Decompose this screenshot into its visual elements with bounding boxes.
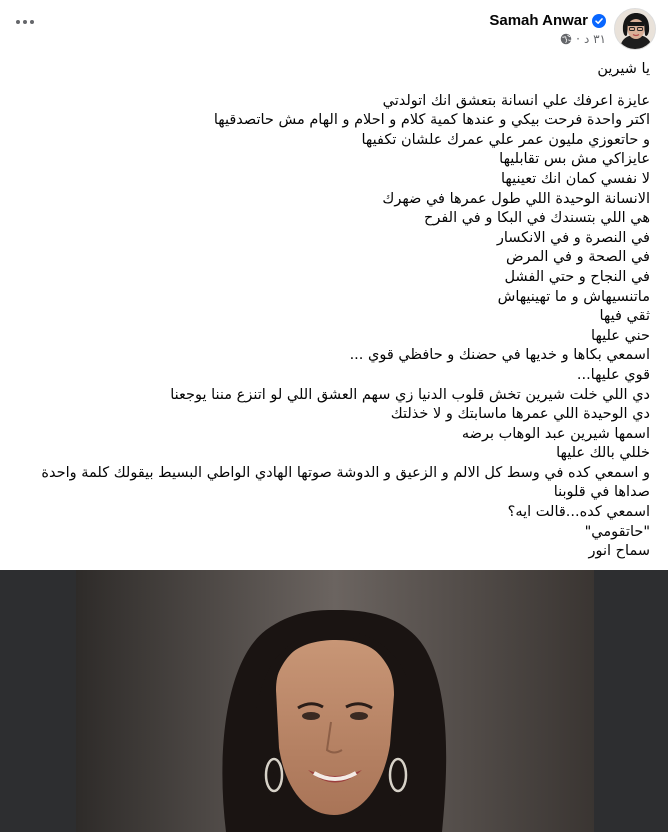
post-line: دي اللي خلت شيرين تخش قلوب الدنيا زي سهم العشق اللي لو اتنزع مننا يوجعنا <box>170 386 650 403</box>
post-line: في الصحة و في المرض <box>506 249 650 266</box>
post-meta <box>489 32 606 46</box>
post-line: قوي عليها... <box>576 366 650 383</box>
author-avatar[interactable] <box>614 8 656 50</box>
more-dot-icon <box>16 20 20 24</box>
more-options-button[interactable] <box>10 10 40 34</box>
post-body <box>10 60 650 562</box>
post-line: اكتر واحدة فرحت بيكي و عندها كمية كلام و احلام و الهام مش حاتصدقيها <box>213 112 650 129</box>
author-name-link[interactable] <box>489 12 606 29</box>
post-line: اسمعي كده...قالت ايه؟ <box>507 504 650 521</box>
post-line: لا نفسي كمان انك تعينيها <box>501 170 650 187</box>
post-photo[interactable] <box>76 570 594 832</box>
post-line: و حاتعوزي مليون عمر علي عمرك علشان تكفيها <box>361 131 650 148</box>
post-line: عايزة اعرفك علي انسانة بتعشق انك اتولدتي <box>382 92 650 109</box>
post-media <box>0 570 668 832</box>
post-line: و اسمعي كده في وسط كل الالم و الزعيق و الدوشة صوتها الهادي الواطي البسيط بيقولك كلمة واحدة <box>41 464 650 481</box>
post-line: في النجاح و حتي الفشل <box>504 268 650 285</box>
post-line: خللي بالك عليها <box>556 445 650 462</box>
post-greeting: يا شيرين <box>597 61 650 77</box>
post-signature: سماح انور <box>588 543 650 560</box>
globe-icon[interactable] <box>560 33 572 45</box>
post-line: في النصرة و في الانكسار <box>496 229 650 246</box>
portrait-photo-icon <box>76 570 594 832</box>
post-line: حني عليها <box>591 327 650 344</box>
avatar-portrait-icon <box>615 9 656 50</box>
author-name: Samah Anwar <box>489 12 588 29</box>
post-line: اسمها شيرين عبد الوهاب برضه <box>461 425 650 442</box>
post-line: "حاتقومي" <box>584 523 650 540</box>
paragraph-gap <box>10 80 650 92</box>
more-dot-icon <box>23 20 27 24</box>
post-line: صداها في قلوبنا <box>553 484 650 501</box>
verified-badge-icon <box>592 14 606 28</box>
post-line: هي اللي بتسندك في البكا و في الفرح <box>423 210 650 227</box>
more-dot-icon <box>30 20 34 24</box>
post-timestamp[interactable]: ٣١ د <box>583 32 606 46</box>
post-line: ماتنسيهاش و ما تهينيهاش <box>497 288 650 305</box>
post-line: اسمعي بكاها و خديها في حضنك و حافظي قوي ... <box>349 347 650 364</box>
post-header <box>489 10 606 46</box>
meta-separator: · <box>576 32 580 46</box>
post-line: عايزاكي مش بس تقابليها <box>499 151 650 168</box>
post-line: الانسانة الوحيدة اللي طول عمرها في ضهرك <box>382 190 650 207</box>
post-line: ثقي فيها <box>599 308 650 325</box>
post-line: دي الوحيدة اللي عمرها ماسابتك و لا خذلتك <box>390 406 650 423</box>
